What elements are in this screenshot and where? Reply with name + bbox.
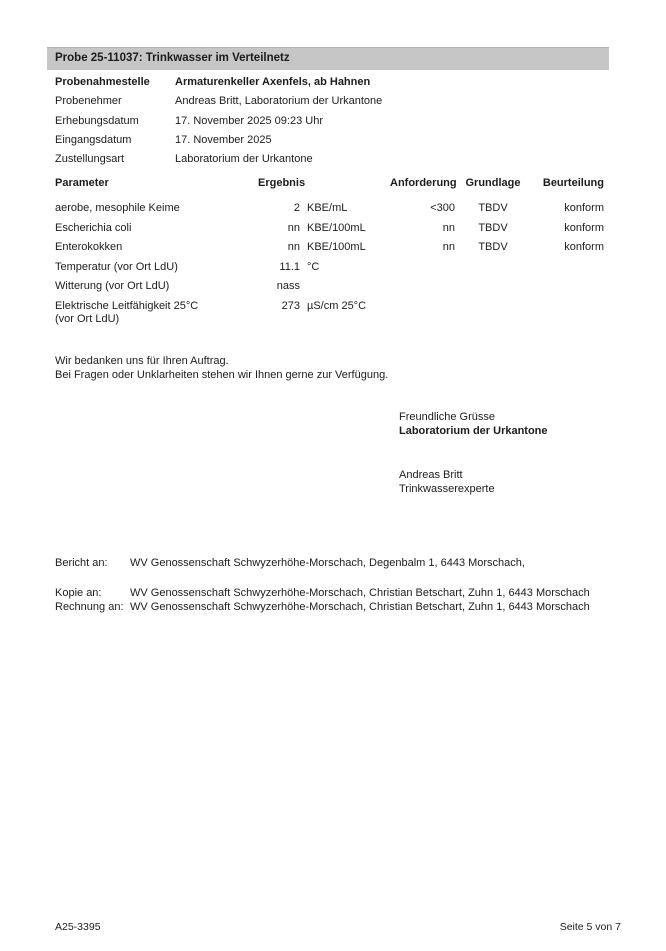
cell-value: nn bbox=[287, 221, 300, 234]
distribution-value: WV Genossenschaft Schwyzerhöhe-Morschach, Degenbalm 1, 6443 Morschach, bbox=[130, 557, 525, 569]
distribution-row bbox=[55, 601, 590, 615]
distribution-label: Rechnung an: bbox=[55, 600, 124, 613]
cell-unit: µS/cm 25°C bbox=[307, 299, 367, 312]
cell-unit: KBE/100mL bbox=[307, 221, 366, 234]
distribution-value: WV Genossenschaft Schwyzerhöhe-Morschach, Christian Betschart, Zuhn 1, 6443 Morschach bbox=[130, 600, 590, 613]
cell-parameter bbox=[55, 300, 230, 326]
cell-beurteilung: konform bbox=[564, 221, 604, 234]
signature-greeting: Freundliche Grüsse bbox=[399, 411, 495, 423]
cell-grundlage: TBDV bbox=[478, 202, 508, 214]
header-anforderung: Anforderung bbox=[390, 177, 457, 189]
signature-block bbox=[399, 411, 548, 496]
closing-line1: Wir bedanken uns für Ihren Auftrag. bbox=[55, 355, 229, 367]
metadata-row bbox=[55, 153, 382, 172]
signature-name: Andreas Britt bbox=[399, 469, 463, 481]
distribution-value: WV Genossenschaft Schwyzerhöhe-Morschach, Christian Betschart, Zuhn 1, 6443 Morschach bbox=[130, 587, 590, 599]
metadata-label: Probenehmer bbox=[55, 95, 122, 108]
metadata-label: Erhebungsdatum bbox=[55, 114, 139, 127]
metadata-value: Andreas Britt, Laboratorium der Urkantone bbox=[175, 95, 383, 108]
cell-parameter: Escherichia coli bbox=[55, 221, 132, 234]
cell-parameter: aerobe, mesophile Keime bbox=[55, 202, 180, 214]
cell-parameter: Witterung (vor Ort LdU) bbox=[55, 280, 170, 292]
metadata-value: Armaturenkeller Axenfels, ab Hahnen bbox=[175, 76, 371, 88]
cell-value: nn bbox=[287, 241, 300, 253]
cell-anforderung: nn bbox=[442, 241, 455, 253]
cell-parameter: Temperatur (vor Ort LdU) bbox=[55, 260, 178, 273]
metadata-value: 17. November 2025 09:23 Uhr bbox=[175, 114, 323, 127]
cell-value: 11.1 bbox=[279, 260, 300, 273]
table-row bbox=[55, 202, 604, 222]
closing-text bbox=[55, 355, 388, 382]
table-row bbox=[55, 300, 604, 333]
sample-title: Probe 25-11037: Trinkwasser im Verteilnetz bbox=[55, 52, 290, 64]
cell-unit: KBE/mL bbox=[307, 202, 348, 214]
closing-line2: Bei Fragen oder Unklarheiten stehen wir Ihnen gerne zur Verfügung. bbox=[55, 368, 389, 381]
results-table bbox=[55, 177, 604, 333]
metadata-row bbox=[55, 95, 382, 114]
header-grundlage: Grundlage bbox=[465, 177, 521, 189]
header-parameter: Parameter bbox=[55, 177, 109, 189]
cell-unit: KBE/100mL bbox=[307, 241, 366, 253]
metadata-row bbox=[55, 115, 382, 134]
header-beurteilung: Beurteilung bbox=[542, 177, 604, 189]
metadata-label: Eingangsdatum bbox=[55, 133, 132, 146]
metadata-value: 17. November 2025 bbox=[175, 133, 272, 146]
metadata-row bbox=[55, 76, 382, 95]
footer-report-number: A25-3395 bbox=[55, 921, 101, 933]
sample-title-bar bbox=[47, 47, 609, 70]
signature-company: Laboratorium der Urkantone bbox=[399, 424, 548, 437]
table-row bbox=[55, 261, 604, 281]
distribution-label: Kopie an: bbox=[55, 587, 102, 599]
metadata-label: Zustellungsart bbox=[55, 153, 125, 166]
cell-value: 2 bbox=[293, 202, 300, 214]
metadata-value: Laboratorium der Urkantone bbox=[175, 153, 313, 166]
table-row bbox=[55, 241, 604, 261]
distribution-row bbox=[55, 587, 590, 601]
cell-anforderung: <300 bbox=[430, 202, 455, 214]
metadata-label: Probenahmestelle bbox=[55, 76, 150, 88]
parameter-line2: (vor Ort LdU) bbox=[55, 312, 120, 325]
cell-value: nass bbox=[276, 280, 300, 292]
cell-anforderung: nn bbox=[442, 221, 455, 234]
distribution-label: Bericht an: bbox=[55, 557, 108, 569]
header-ergebnis: Ergebnis bbox=[258, 177, 306, 189]
distribution-block bbox=[55, 557, 590, 614]
table-row bbox=[55, 222, 604, 242]
distribution-row bbox=[55, 557, 590, 571]
results-header-row bbox=[55, 177, 604, 190]
cell-grundlage: TBDV bbox=[478, 241, 508, 253]
parameter-line1: Elektrische Leitfähigkeit 25°C bbox=[55, 299, 199, 312]
signature-role: Trinkwasserexperte bbox=[399, 482, 495, 495]
cell-beurteilung: konform bbox=[564, 202, 604, 214]
cell-grundlage: TBDV bbox=[478, 221, 508, 234]
cell-beurteilung: konform bbox=[564, 241, 604, 253]
footer-page-number: Seite 5 von 7 bbox=[559, 921, 621, 933]
table-row bbox=[55, 280, 604, 300]
sample-metadata bbox=[55, 76, 382, 172]
cell-parameter: Enterokokken bbox=[55, 241, 123, 253]
cell-value: 273 bbox=[281, 299, 300, 312]
cell-unit: °C bbox=[307, 260, 320, 273]
metadata-row bbox=[55, 134, 382, 153]
